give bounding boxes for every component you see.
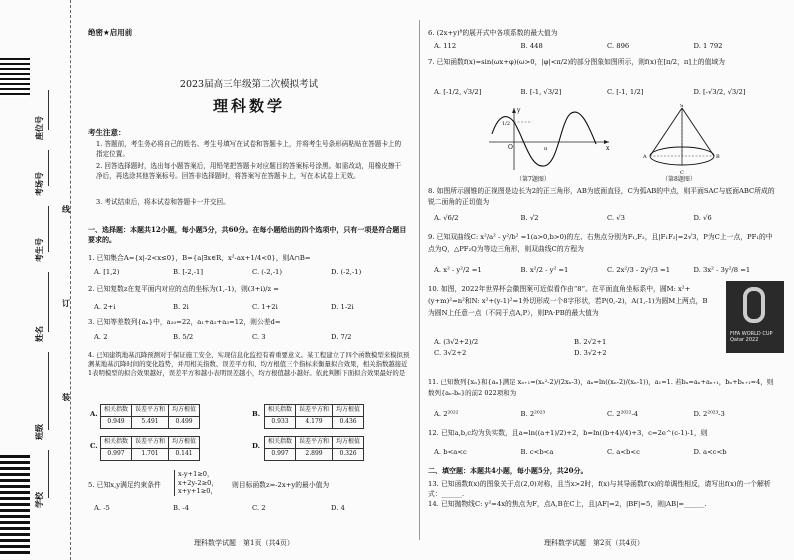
option: B. x²/2 - y² =1 [520, 266, 569, 274]
option: C. 3√2+2 [434, 348, 467, 357]
figure-7-graph [484, 104, 614, 174]
section-choice-heading: 一、选择题：本题共12小题，每小题5分，共60分。在每小题给出的四个选项中，只有一项是符合题目要求的。 [88, 225, 407, 245]
secret-label: 绝密★启用前 [88, 28, 133, 37]
figure-7-caption: （第7题图） [516, 176, 550, 183]
option: B. 448 [520, 42, 543, 50]
exam-title: 2023届高三年级第二次模拟考试 [179, 79, 319, 90]
option: A. 112 [434, 42, 457, 50]
question-12: 12. 已知a,b,c均为负实数，且a=ln((a+1)/2)+2，b=ln((b+4)/4)+3，c=2e^(c-1)-1，则 [428, 429, 708, 437]
option: A. b<a<c [434, 448, 467, 456]
world-cup-logo: FIFA WORLD CUP Qatar 2022 [726, 281, 784, 353]
option: B. c<b<a [520, 448, 554, 456]
option: D. 2²⁰²³-3 [693, 410, 725, 418]
question-10-options [434, 337, 714, 359]
note-item: 1. 答题前，考生务必将自己的姓名、考生号填写在试卷和答题卡上，并将考生号条形码粘贴在答题卡上的指定位置。 [96, 140, 402, 158]
figure-8-caption: （第8题图） [662, 176, 696, 183]
option: C. 2²⁰²²-4 [607, 410, 639, 418]
option: D. 4 [331, 504, 345, 512]
option: B. 5/2 [173, 333, 194, 341]
svg-text:S: S [680, 104, 684, 109]
option: D. [-√3/2, √3/2] [693, 88, 746, 96]
svg-text:O: O [508, 144, 513, 151]
barcode-top [0, 58, 30, 98]
cut-mark-bind: 订 [62, 299, 70, 308]
question-8: 8. 如图所示圆锥的正视图是边长为2的正三角形，AB为底面直径，C为弧AB的中点，则平面SAC与底面ABC所成的锐二面角的正切值为 [428, 187, 775, 206]
option: B. [-1, √3/2] [520, 88, 562, 96]
option: B. 2²⁰²³ [520, 410, 546, 418]
question-5-constraints: x-y+1≥0， x+2y-2≥0， x+y+1≥0， [174, 470, 218, 496]
option: B. 2√2+1 [574, 338, 607, 346]
table-b: 相关指数 误差平方和 均方根值 0.933 4.179 0.436 [264, 404, 364, 429]
question-14: 14. 已知抛物线C: y²=4x的焦点为F，点A,B在C上，且|AF|=2，|BF|=5，则|AB|=______. [428, 500, 707, 508]
option: C. 3 [252, 333, 266, 341]
footer-page-2: 理科数学试题 第2页（共4页） [544, 538, 644, 547]
question-8-options [434, 214, 780, 223]
svg-text:1/2: 1/2 [502, 121, 511, 127]
cut-mark-line: 线 [62, 205, 70, 214]
question-4: 4. 已知建筑地基沉降预测对于保证施工安全、实现信息化监控有着重要意义。某工程建立了四个函数模型来模拟预测某地基沉降时间的变化趋势，并用相关指数、误差平方和、均方根值三个指标来衡量拟合效果，相关指数越接近1表明模型的拟合效果越好，误差平方和越小表明误差越小，均方根值越小越好。依此判断下面拟合效果最好的是 [88, 351, 410, 377]
table-d: 相关指数 误差平方和 均方根值 0.997 2.899 0.326 [264, 436, 364, 461]
cut-mark-fold: 装 [62, 393, 70, 402]
footer-page-1: 理科数学试题 第1页（共4页） [194, 538, 294, 547]
option: A. [-1/2, √3/2] [434, 88, 482, 96]
option: C. √3 [607, 214, 625, 222]
question-3: 3. 已知等差数列{aₙ}中，a₂₀=22，a₁+a₂+a₃=12，则公差d= [88, 318, 281, 326]
svg-text:B: B [716, 154, 720, 160]
option: A. x² - y²/2 =1 [434, 266, 482, 274]
question-3-options [94, 333, 410, 342]
option: A. √6/2 [434, 214, 459, 222]
table-c: 相关指数 误差平方和 均方根值 0.997 1.701 0.141 [100, 436, 200, 461]
question-6: 6. (2x+y)⁸的展开式中各项系数的最大值为 [428, 29, 558, 37]
svg-text:x: x [606, 145, 610, 152]
field-class: 班级 [35, 424, 44, 440]
question-11-options [434, 410, 780, 419]
cut-line [70, 0, 71, 560]
field-seat-number: 座位号 [35, 116, 44, 140]
question-10: 10. 如图，2022年世界杯会徽图案可近似看作由“8”。在平面直角坐标系中，圆M: x²+(y+m)²=n²和N: x²+(y-1)²=1外切形成一个8字形状，若P(0,-2)，A(1,-1)为圆M上两点，B为圆N上任意一点（不同于点A,P），则PA·PB的最大值为 [428, 285, 708, 317]
question-7: 7. 已知函数f(x)=sin(ωx+φ)(ω>0，|φ|<π/2)的部分图象如图所示，则f(x)在[π/2，π]上的值域为 [428, 58, 725, 66]
question-7-options [434, 88, 780, 97]
field-school: 学校 [35, 492, 44, 508]
option: A. 2 [94, 333, 108, 341]
question-6-options [434, 42, 780, 51]
svg-text:C: C [680, 170, 684, 176]
option: A. -5 [94, 504, 110, 512]
question-9-options [434, 266, 780, 275]
option: C. a<b<c [607, 448, 640, 456]
option: B. [-2,-1] [173, 268, 204, 276]
option: D. 7/2 [331, 333, 352, 341]
field-name: 姓名 [35, 326, 44, 342]
question-11: 11. 已知数列{xₙ}和{aₙ}满足 xₙ₊₁=(xₙ²-2)/(2xₙ-3)，aₙ=ln((xₙ-2)/(xₙ-1))，a₁=1. 若bₙ=aₙ+aₙ₊₁，bₙ+bₙ₊₁=4，则数列{aₙ-bₙ}的前2 022项和为 [428, 378, 774, 398]
notes-heading: 考生注意： [88, 128, 126, 137]
table-a: 相关指数 误差平方和 均方根值 0.949 5.491 0.499 [100, 404, 200, 429]
question-5-options [94, 504, 410, 513]
svg-text:A: A [643, 154, 647, 160]
figure-8-cone [642, 104, 722, 176]
barcode-bottom [0, 455, 30, 557]
option: A. 2+i [94, 303, 116, 311]
question-1-options [94, 268, 410, 277]
option: C. 896 [607, 42, 630, 50]
option: C. (-2,-1) [252, 268, 282, 276]
question-13: 13. 已知函数f(x)的图象关于点(2,0)对称，且当x>2时，f(x)与其导函数f′(x)的单调性相反，请写出f(x)的一个解析式：______. [428, 480, 771, 499]
question-12-options [434, 448, 780, 457]
field-exam-number: 考生号 [35, 238, 44, 262]
option: D. √6 [693, 214, 712, 222]
question-2: 2. 已知复数z在复平面内对应的点的坐标为(1,-1)，则(3+i)/z = [88, 285, 279, 293]
option: A. 2²⁰²² [434, 410, 459, 418]
note-item: 3. 考试结束后，将本试卷和答题卡一并交回。 [96, 198, 230, 206]
binding-strip [0, 0, 30, 560]
option: D. 3√2+2 [574, 348, 607, 357]
question-5: 5. 已知x,y满足约束条件 [88, 481, 161, 489]
option: D. (-2,-1) [331, 268, 362, 276]
question-1: 1. 已知集合A={x|-2<x≤0}，B={a|∃x∈R，x²-ax+1/4<0}，则A∩B= [88, 254, 311, 262]
subject-title: 理科数学 [212, 97, 285, 115]
left-column: 绝密★启用前 2023届高三年级第二次模拟考试 理科数学 考生注意： 1. 答题前，考生务必将自己的姓名、考生号填写在试卷和答题卡上，并将考生号条形码粘贴在答题卡上的指定位置。 2. 回答选择题时，选出每小题答案后，用铅笔把答题卡对应题目的答案标号涂黑。如需改动，用橡皮擦干净后，再选涂其他答案标号。回答非选择题时，将答案写在答题卡上，写在本试卷上无效。 3. 考试结束后，将本试卷和答题卡一并交回。 一、选择题：本题共12小题，每小题5分，共60分。在每小题给出的四个选项中，只有一项是符合题目要求的。 1. 已知集合A={x|-2<x≤0}，B={a|∃x∈R，x²-ax+1/4<0}，则A∩B= A. [1,2) B. [-2,-1] C. (-2,-1) D. (-2,-1) 2. 已知复数z在复平面内对应的点的坐标为(1,-1)，则(3+i)/z = A. 2+i B. 2i C. 1+2i D. 1-2i 3. 已知等差数列{aₙ}中，a₂₀=22，a₁+a₂+a₃=12，则公差d= A. 2 B. 5/2 C. 3 D. 7/2 4. 已知建筑地基沉降预测对于保证施工安全、实现信息化监控有着重要意义。某工程建立了四个函数模型来模拟预测某地基沉降时间的变化趋势，并用相关指数、误差平方和、均方根值三个指标来衡量拟合效果，相关指数越接近1表明模型的拟合效果越好，误差平方和越小表明误差越小，均方根值越小越好。依此判断下面拟合效果最好的是 A. 相关指数 误差平方和 均方根值 0.949 5.491 0.499 B. 相关指数 误差平方和 均方根值 0.933 4.179 0.436 C. 相关指数 误差平方和 均方根值 0.997 1.701 0.141 D. 相关指数 误差平方和 均方根值 0.997 2.899 0.326 5. 已知x,y满足约束条件 x-y+1≥0， x+2y-2≥0， x+y+1≥0， 则目标函数z=-2x+y的最小值为 A. -5 B. -4 C. 2 D. 4 理科数学试题 第1页（共4页） [84, 0, 414, 560]
option: B. 2i [173, 303, 189, 311]
option: D. 1 792 [693, 42, 723, 50]
right-column [424, 0, 786, 560]
option: C. 1+2i [252, 303, 278, 311]
option: B. √2 [520, 214, 539, 222]
column-divider [419, 20, 420, 540]
section-fill-heading: 二、填空题：本题共4小题，每小题5分，共20分。 [428, 466, 588, 475]
option: C. [-1, 1/2] [607, 88, 644, 96]
option: B. -4 [173, 504, 189, 512]
option: D. 1-2i [331, 303, 354, 311]
question-2-options [94, 303, 410, 312]
option: C. 2x²/3 - 2y²/3 =1 [607, 266, 671, 274]
option: A. (3√2+2)/2 [434, 338, 479, 346]
field-room-number: 考场号 [35, 172, 44, 196]
option: D. 3x² - 3y²/8 =1 [693, 266, 751, 274]
option: A. [1,2) [94, 268, 120, 276]
svg-text:π: π [544, 146, 548, 152]
question-9: 9. 已知双曲线C: x²/a² - y²/b² =1(a>0,b>0)的左、右焦点分别为F₁,F₂，且|F₁F₂|=2√3，P为C上一点，PF₁的中点为Q，△PF₂Q为等边三角形，则双曲线C的方程为 [428, 233, 773, 253]
note-item: 2. 回答选择题时，选出每小题答案后，用铅笔把答题卡对应题目的答案标号涂黑。如需改动，用橡皮擦干净后，再选涂其他答案标号。回答非选择题时，将答案写在答题卡上，写在本试卷上无效。 [96, 162, 402, 180]
question-5-tail: 则目标函数z=-2x+y的最小值为 [232, 481, 330, 489]
svg-text:y: y [517, 107, 521, 114]
option: C. 2 [252, 504, 266, 512]
option: D. a<c<b [693, 448, 727, 456]
